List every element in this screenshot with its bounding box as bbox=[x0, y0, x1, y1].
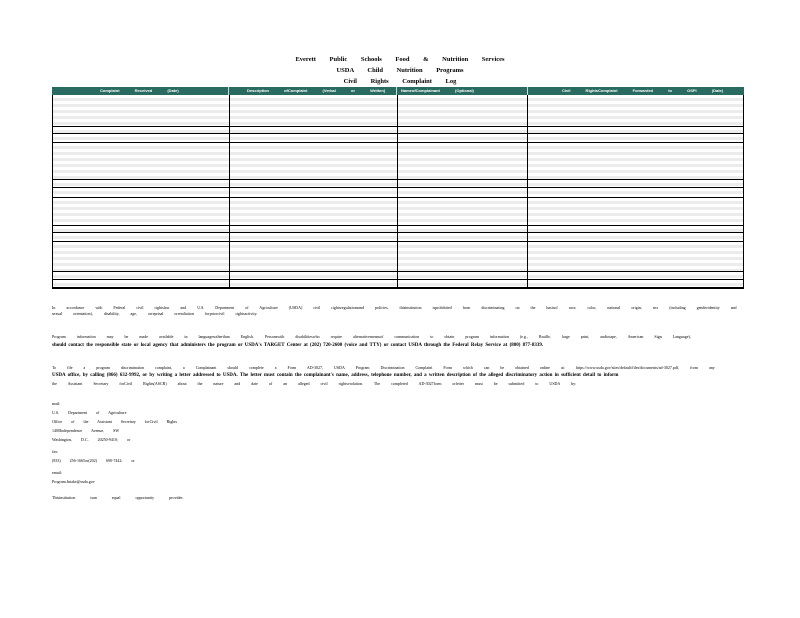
mail-address-line2: Office of the Assistant Secretary forCivil Rights bbox=[52, 419, 178, 424]
table-row[interactable] bbox=[53, 188, 743, 198]
table-body bbox=[52, 95, 744, 289]
email-address[interactable]: Program.Intake@usda.gov bbox=[52, 479, 95, 484]
column-header-date-received: Complaint Received (Date) bbox=[52, 87, 229, 95]
table-row[interactable] bbox=[53, 180, 743, 188]
table-header-row bbox=[52, 87, 744, 95]
table-row[interactable] bbox=[53, 233, 743, 242]
relay-service-statement: should contact the responsible state or local agency that administers the program or USDA's TARGET Center at (202) 720-2600 (voice and TTY) or contact USDA through the Federal Relay Service at (800) 877-8339. bbox=[52, 343, 544, 348]
column-header-forwarded-date: Civil RightsComplaint Forwarded to OSPI (Date) bbox=[562, 88, 724, 93]
table-row[interactable] bbox=[53, 127, 743, 134]
document-title-line1: Everett Public Schools Food & Nutrition Services bbox=[295, 56, 505, 63]
complaint-log-table bbox=[52, 87, 744, 288]
complaint-filing-statement: To file a program discrimination complaint, a Complainant should complete a Form AD-3027, USDA Program Discrimination Complaint Form which can be obtained online at: https://www.usda.gov/sites/default/files/documents/ad-3027.pdf, from any bbox=[52, 365, 715, 370]
email-label: email: bbox=[52, 470, 62, 475]
fax-label: fax: bbox=[52, 449, 59, 454]
complaint-letter-statement: USDA office, by calling (866) 632-9992, or by writing a letter addressed to USDA. The letter must contain the complainant's name, address, telephone number, and a written description of the alleged discriminatory action in sufficient detail to inform bbox=[52, 373, 619, 378]
column-header-description: Description ofComplaint (Verbal or Written) bbox=[229, 87, 397, 95]
column-header-complainant-name: NameofComplainant (Optional) bbox=[397, 87, 528, 95]
table-row[interactable] bbox=[53, 272, 743, 280]
table-row[interactable] bbox=[53, 198, 743, 226]
mail-address-line1: U.S. Department of Agriculture bbox=[52, 410, 127, 415]
equal-opportunity-statement: Thisinstitution isan equal opportunity provider. bbox=[52, 495, 184, 500]
nondiscrimination-statement: In accordance with Federal civil rightslaw and U.S. Department of Agriculture (USDA) civil rightsregulationsand policies, thisinstitution isprohibited from discriminating on the basisof race, color, national origin, sex (including genderidentity and sexual orientation), disability, age, orreprisal orretaliation forpriorcivil rightsactivity. bbox=[52, 305, 737, 316]
table-row[interactable] bbox=[53, 226, 743, 233]
mail-address-line3: 1400Independence Avenue, SW bbox=[52, 428, 120, 433]
document-title-line2: USDA Child Nutrition Programs bbox=[336, 67, 464, 74]
table-row[interactable] bbox=[53, 143, 743, 180]
language-access-statement: Program information may be made available in languagesotherthan English. Personswith disabilitieswho require alternativemeansof communication to obtain program information (e.g., Braille, large print, audiotape, American Sign Language), bbox=[52, 334, 691, 339]
table-row[interactable] bbox=[53, 242, 743, 272]
complaint-submission-statement: the Assistant Secretary forCivil Rights(ASCR) about the nature and date of an alleged civil rightsviolation. The completed AD-3027form orletter must be submitted to USDA by: bbox=[52, 381, 577, 386]
document-title-line3: Civil Rights Complaint Log bbox=[343, 78, 457, 85]
mail-label: mail: bbox=[52, 401, 61, 406]
fax-number: (833) 256-1665or(202) 690-7442; or bbox=[52, 458, 135, 463]
mail-address-line4: Washington, D.C. 20250-9410; or bbox=[52, 437, 131, 442]
table-row[interactable] bbox=[53, 280, 743, 288]
table-row[interactable] bbox=[53, 134, 743, 143]
table-row[interactable] bbox=[53, 95, 743, 127]
